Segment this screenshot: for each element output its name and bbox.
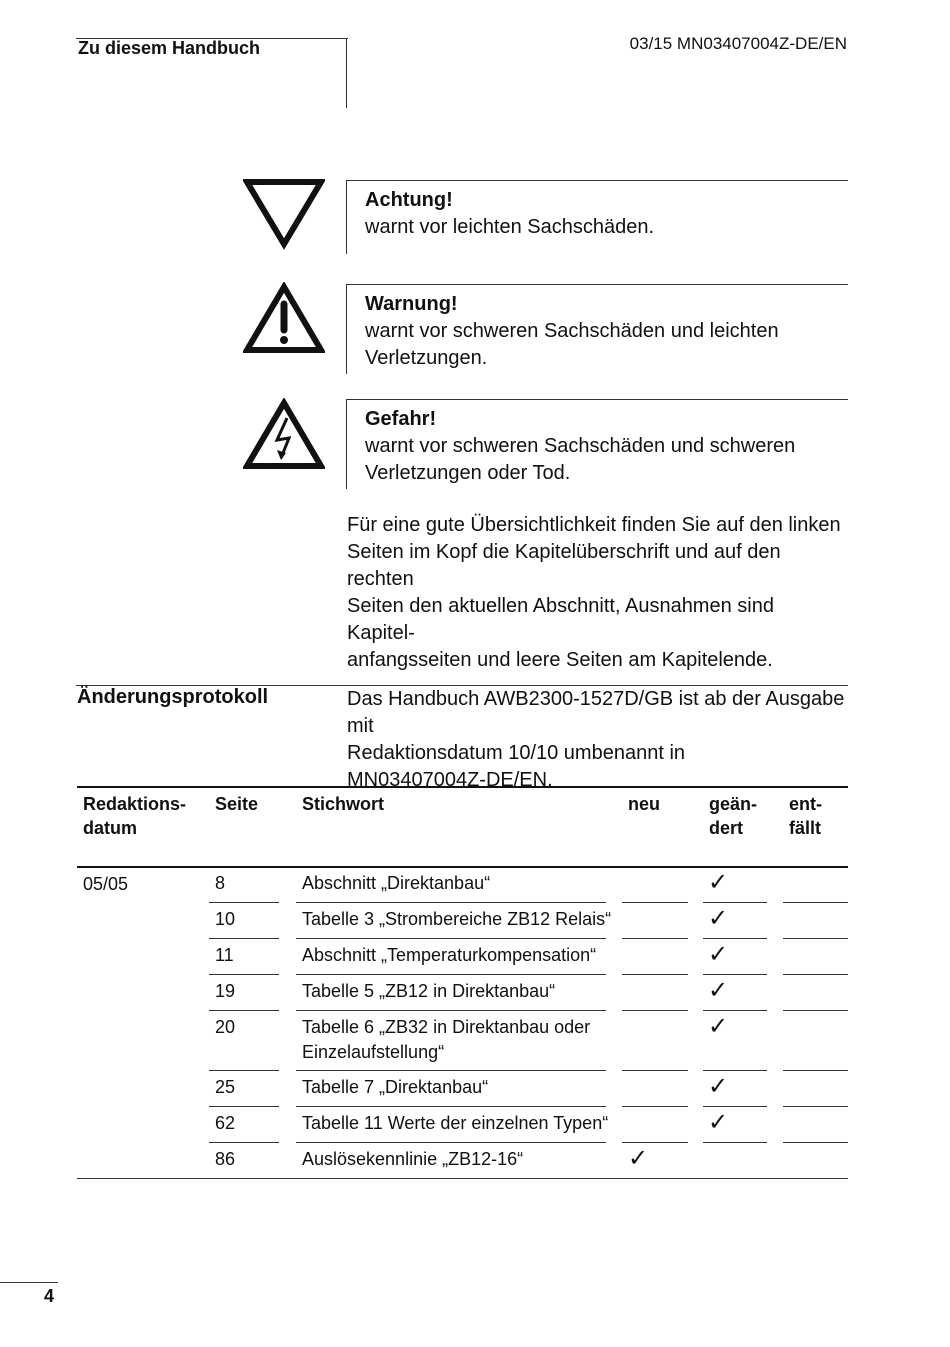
page-number: 4 <box>44 1286 55 1306</box>
row-divider <box>703 1070 767 1071</box>
check-icon: ✓ <box>708 940 729 968</box>
document-id: 03/15 MN03407004Z-DE/EN <box>629 34 847 53</box>
check-icon: ✓ <box>708 868 729 896</box>
row-divider <box>296 1106 606 1107</box>
keyword-line: Tabelle 7 „Direktanbau“ <box>302 1077 489 1097</box>
column-header-new: neu <box>628 794 661 814</box>
section-text-line: Redaktionsdatum 10/10 umbenannt in <box>347 742 686 764</box>
row-divider <box>622 1142 688 1143</box>
page-cell: 11 <box>215 945 234 965</box>
row-divider <box>296 1010 606 1011</box>
chapter-title: Zu diesem Handbuch <box>78 38 261 58</box>
row-divider <box>209 1010 279 1011</box>
row-divider <box>209 1106 279 1107</box>
paragraph-line: Für eine gute Übersichtlichkeit finden Sie auf den linken <box>347 514 841 536</box>
row-divider <box>703 974 767 975</box>
keyword-cell <box>302 1111 612 1136</box>
column-header-line: ent- <box>789 794 822 814</box>
check-icon: ✓ <box>708 904 729 932</box>
triangle-down-icon <box>243 178 325 250</box>
section-title: Änderungsprotokoll <box>77 686 269 708</box>
row-divider <box>296 1142 606 1143</box>
column-header-line: dert <box>709 818 744 838</box>
paragraph-line: Seiten den aktuellen Abschnitt, Ausnahmen sind Kapitel- <box>347 595 774 644</box>
section-text <box>347 686 847 794</box>
row-divider <box>209 974 279 975</box>
page-cell: 25 <box>215 1077 236 1097</box>
keyword-line: Abschnitt „Temperaturkompensation“ <box>302 945 597 965</box>
column-header-date <box>83 792 186 840</box>
row-divider <box>783 1070 848 1071</box>
paragraph-line: anfangsseiten und leere Seiten am Kapitelende. <box>347 649 773 671</box>
row-divider <box>296 974 606 975</box>
notice-text-line: Verletzungen oder Tod. <box>365 462 571 484</box>
row-divider <box>622 1070 688 1071</box>
row-divider <box>296 1070 606 1071</box>
row-divider <box>622 938 688 939</box>
row-divider <box>783 1010 848 1011</box>
column-header-removed <box>789 792 822 840</box>
keyword-cell <box>302 871 612 896</box>
keyword-cell <box>302 943 612 968</box>
page-number-rule <box>0 1282 58 1283</box>
section-text-line: Das Handbuch AWB2300-1527D/GB ist ab der Ausgabe mit <box>347 688 845 737</box>
table-header-rule <box>77 866 848 868</box>
header-divider <box>346 38 347 108</box>
high-voltage-triangle-icon <box>243 398 325 470</box>
notice-warning <box>346 284 848 374</box>
keyword-line: Einzelaufstellung“ <box>302 1042 445 1062</box>
column-header-keyword: Stichwort <box>302 794 385 814</box>
row-divider <box>783 902 848 903</box>
row-divider <box>622 902 688 903</box>
row-divider <box>703 938 767 939</box>
notice-title: Gefahr! <box>365 408 437 430</box>
page-cell: 20 <box>215 1017 236 1037</box>
keyword-line: Auslösekennlinie „ZB12-16“ <box>302 1149 524 1169</box>
keyword-cell <box>302 907 612 932</box>
notice-caution <box>346 180 848 254</box>
row-divider <box>209 1070 279 1071</box>
table-top-rule <box>77 786 848 788</box>
column-header-page: Seite <box>215 794 259 814</box>
row-divider <box>703 902 767 903</box>
row-divider <box>783 1142 848 1143</box>
table-bottom-rule <box>77 1178 848 1179</box>
keyword-line: Tabelle 5 „ZB12 in Direktanbau“ <box>302 981 556 1001</box>
page-cell: 8 <box>215 873 226 893</box>
keyword-line: Tabelle 6 „ZB32 in Direktanbau oder <box>302 1017 591 1037</box>
row-divider <box>703 1010 767 1011</box>
row-divider <box>783 974 848 975</box>
info-paragraph <box>347 512 847 674</box>
notice-text-line: Verletzungen. <box>365 347 488 369</box>
row-divider <box>209 1142 279 1143</box>
page-cell: 10 <box>215 909 236 929</box>
row-divider <box>703 1106 767 1107</box>
page-cell: 19 <box>215 981 236 1001</box>
page-cell: 86 <box>215 1149 236 1169</box>
row-divider <box>209 902 279 903</box>
keyword-cell <box>302 979 612 1004</box>
row-divider <box>296 938 606 939</box>
column-header-line: fällt <box>789 818 822 838</box>
column-header-line: datum <box>83 818 137 838</box>
row-divider <box>622 974 688 975</box>
row-divider <box>783 938 848 939</box>
column-header-changed <box>709 792 757 840</box>
keyword-line: Tabelle 3 „Strombereiche ZB12 Relais“ <box>302 909 612 929</box>
row-divider <box>783 1106 848 1107</box>
keyword-cell <box>302 1015 612 1065</box>
row-divider <box>703 1142 767 1143</box>
notice-danger <box>346 399 848 489</box>
check-icon: ✓ <box>708 976 729 1004</box>
section-text-line: MN03407004Z-DE/EN. <box>347 769 553 791</box>
keyword-cell <box>302 1075 612 1100</box>
notice-title: Achtung! <box>365 189 453 211</box>
notice-title: Warnung! <box>365 293 458 315</box>
row-divider <box>209 938 279 939</box>
notice-text-line: warnt vor schweren Sachschäden und schweren <box>365 435 796 457</box>
check-icon: ✓ <box>708 1012 729 1040</box>
row-divider <box>622 1010 688 1011</box>
date-cell: 05/05 <box>83 874 129 894</box>
check-icon: ✓ <box>628 1144 649 1172</box>
column-header-line: Redaktions- <box>83 794 187 814</box>
notice-text-line: warnt vor schweren Sachschäden und leichten <box>365 320 779 342</box>
page-cell: 62 <box>215 1113 236 1133</box>
row-divider <box>622 1106 688 1107</box>
keyword-line: Tabelle 11 Werte der einzelnen Typen“ <box>302 1113 609 1133</box>
check-icon: ✓ <box>708 1108 729 1136</box>
row-divider <box>296 902 606 903</box>
check-icon: ✓ <box>708 1072 729 1100</box>
keyword-cell <box>302 1147 612 1172</box>
column-header-line: geän- <box>709 794 758 814</box>
keyword-line: Abschnitt „Direktanbau“ <box>302 873 491 893</box>
exclamation-triangle-icon <box>243 282 325 354</box>
notice-text: warnt vor leichten Sachschäden. <box>365 216 655 238</box>
paragraph-line: Seiten im Kopf die Kapitelüberschrift und auf den rechten <box>347 541 781 590</box>
